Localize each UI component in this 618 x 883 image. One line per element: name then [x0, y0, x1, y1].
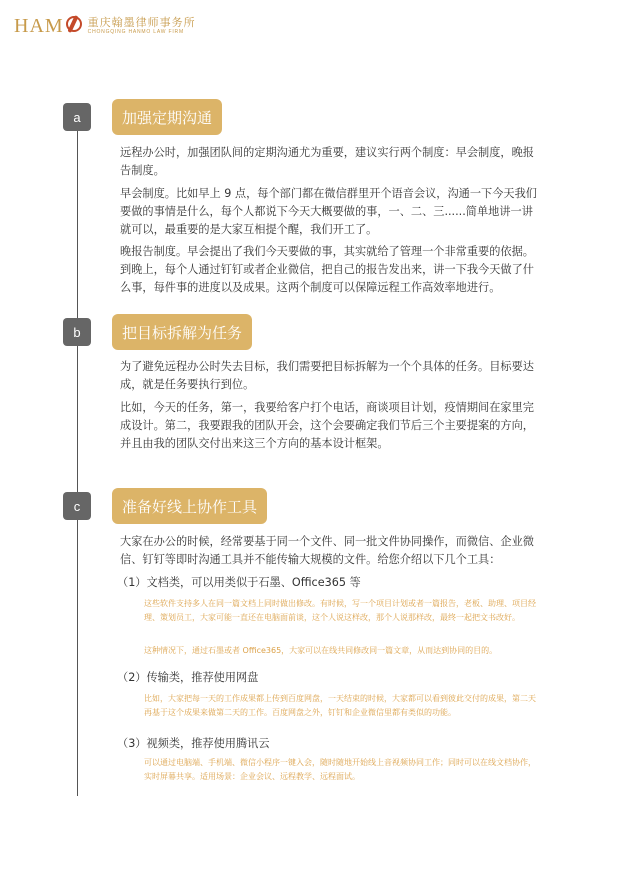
- section-b-paragraph-1: 为了避免远程办公时失去目标，我们需要把目标拆解为一个个具体的任务。目标要达成，就是任务要执行到位。: [120, 360, 534, 391]
- tool-1-note-2: 这种情况下，通过石墨或者 Office365，大家可以在线共同修改同一篇文章，从而达到协同的目的。: [144, 646, 498, 655]
- tool-2-label: （2）传输类，推荐使用网盘: [117, 671, 259, 684]
- section-c-intro: 大家在办公的时候，经常要基于同一个文件、同一批文件协同操作，而微信、企业微信、钉钉等即时沟通工具并不能传输大规模的文件。给您介绍以下几个工具：: [120, 535, 534, 566]
- timeline-line: [77, 104, 78, 796]
- section-a-paragraph-1: 远程办公时，加强团队间的定期沟通尤为重要，建议实行两个制度：早会制度，晚报告制度。: [120, 146, 534, 177]
- logo-cn-name: 重庆翰墨律师事务所: [87, 16, 196, 29]
- section-b-marker: b: [63, 318, 91, 346]
- section-c-marker: c: [63, 492, 91, 520]
- section-c-title: 准备好线上协作工具: [112, 488, 267, 524]
- section-a-paragraph-2: 早会制度。比如早上 9 点，每个部门都在微信群里开个语音会议，沟通一下今天我们要做的事情是什么，每个人都说下今天大概要做的事，一、二、三......简单地讲一讲就可以，最重要的是大家互相提个醒，我们开工了。: [120, 187, 537, 236]
- firm-logo: [14, 12, 196, 40]
- section-b-title: 把目标拆解为任务: [112, 314, 252, 350]
- logo-mark: HAM: [14, 14, 64, 37]
- section-a-marker: a: [63, 103, 91, 131]
- tool-3-note-1: 可以通过电脑端、手机端、微信小程序一键入会，随时随地开始线上音视频协同工作；同时可以在线文档协作，实时屏幕共享。适用场景：企业会议、远程教学、远程面试。: [144, 758, 536, 781]
- logo-text: [88, 17, 196, 35]
- tool-3-label: （3）视频类，推荐使用腾讯云: [117, 737, 270, 750]
- tool-1-note-1: 这些软件支持多人在同一篇文档上同时做出修改。有时候，写一个项目计划或者一篇报告，老板、助理、项目经理、策划员工，大家可能一直还在电脑面前谈，这个人说这样改，那个人说那样改，最终一起把文书改好。: [144, 599, 536, 622]
- logo-en-name: CHONGQING HANMO LAW FIRM: [87, 29, 184, 35]
- section-a-paragraph-3: 晚报告制度。早会提出了我们今天要做的事，其实就给了管理一个非常重要的依据。到晚上，每个人通过钉钉或者企业微信，把自己的报告发出来，讲一下我今天做了什么事，每件事的进度以及成果。这两个制度可以保障远程工作高效率地进行。: [120, 245, 534, 294]
- section-a-title: 加强定期沟通: [112, 99, 222, 135]
- logo-emblem-icon: [66, 16, 82, 32]
- tool-2-note-1: 比如，大家把每一天的工作成果都上传到百度网盘，一天结束的时候，大家都可以看到彼此交付的成果，第二天再基于这个成果来做第二天的工作。百度网盘之外，钉钉和企业微信里都有类似的功能。: [144, 694, 536, 717]
- tool-1-label: （1）文档类，可以用类似于石墨、Office365 等: [117, 576, 361, 589]
- section-b-paragraph-2: 比如，今天的任务，第一，我要给客户打个电话，商谈项目计划，疫情期间在家里完成设计。第二，我要跟我的团队开会，这个会要确定我们节后三个主要提案的方向，并且由我的团队交付出来这三个方向的基本设计框架。: [120, 401, 534, 450]
